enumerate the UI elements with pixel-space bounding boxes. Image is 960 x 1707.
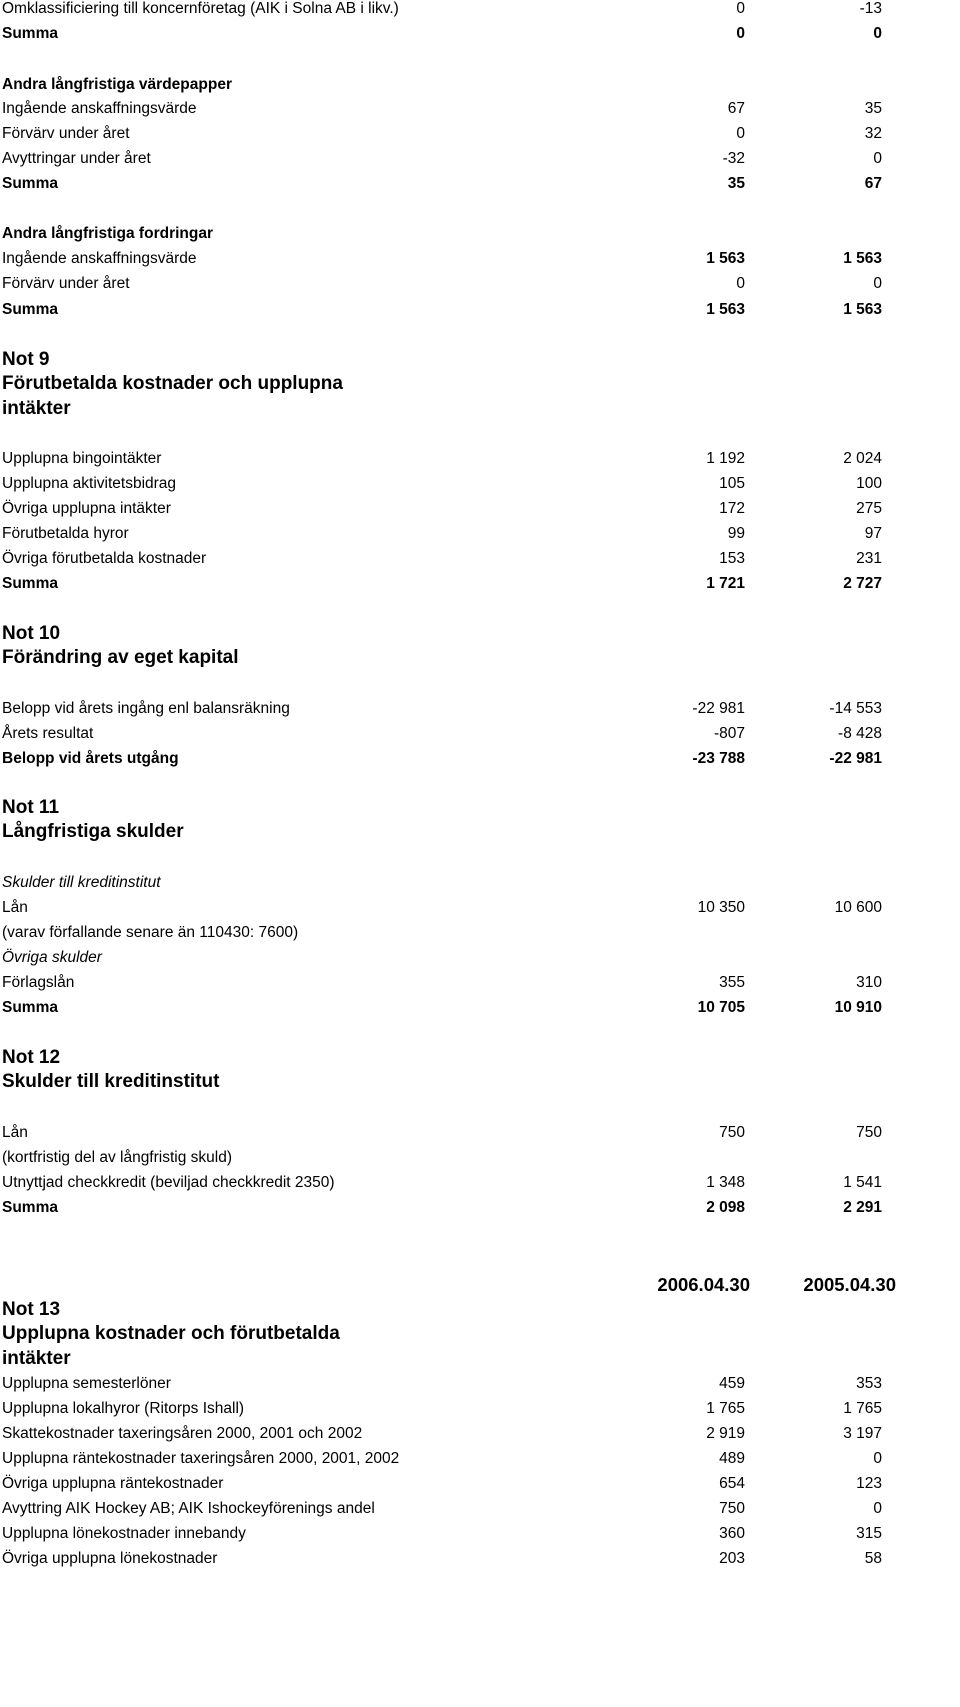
row-value-previous: -14 553 [829, 700, 882, 717]
row-value-previous: 3 197 [843, 1425, 882, 1442]
summary-row [2, 1196, 952, 1220]
row-label: Förlagslån [2, 974, 75, 991]
row-value-current: 2 919 [706, 1425, 745, 1442]
row-value-current: -22 981 [692, 700, 745, 717]
subheading-row [2, 871, 952, 895]
row-label: Lån [2, 1124, 28, 1141]
report-row [2, 697, 952, 721]
report-row [2, 1472, 952, 1496]
note-title-continued: intäkter [2, 1348, 71, 1369]
row-label: Övriga upplupna lönekostnader [2, 1550, 218, 1567]
row-label: Upplupna semesterlöner [2, 1375, 171, 1392]
row-value-previous: 275 [856, 500, 882, 517]
report-row [2, 247, 952, 271]
row-value-current: 654 [719, 1475, 745, 1492]
summary-row [2, 298, 952, 322]
row-value-current: 10 705 [697, 999, 745, 1016]
report-row [2, 1547, 952, 1571]
row-label: Summa [2, 25, 58, 42]
row-value-current: 2 098 [706, 1199, 745, 1216]
row-label: Summa [2, 301, 58, 318]
row-value-current: 35 [727, 175, 745, 192]
row-value-current: 750 [719, 1500, 745, 1517]
row-label: Avyttring AIK Hockey AB; AIK Ishockeyförenings andel [2, 1500, 375, 1517]
row-value-previous: -8 428 [838, 725, 882, 742]
row-label: Upplupna aktivitetsbidrag [2, 475, 177, 492]
row-value-previous: 10 910 [834, 999, 882, 1016]
report-row [2, 1121, 952, 1145]
row-value-previous: 315 [856, 1525, 882, 1542]
report-row [2, 1372, 952, 1396]
report-row [2, 0, 952, 21]
row-value-current: 67 [727, 100, 745, 117]
row-value-previous: 58 [864, 1550, 882, 1567]
row-value-previous: 123 [856, 1475, 882, 1492]
row-value-previous: 231 [856, 550, 882, 567]
row-value-current: 1 563 [706, 250, 745, 267]
row-label: Skattekostnader taxeringsåren 2000, 2001 och 2002 [2, 1425, 363, 1442]
row-value-current: 1 192 [706, 450, 745, 467]
row-label: Övriga upplupna räntekostnader [2, 1475, 224, 1492]
report-row [2, 1146, 952, 1170]
row-label: Summa [2, 575, 58, 592]
row-label: (kortfristig del av långfristig skuld) [2, 1149, 232, 1166]
report-row [2, 1497, 952, 1521]
row-value-previous: 750 [856, 1124, 882, 1141]
row-label: Belopp vid årets utgång [2, 750, 179, 767]
row-label: Belopp vid årets ingång enl balansräkning [2, 700, 290, 717]
row-value-previous: 2 291 [843, 1199, 882, 1216]
row-value-current: 0 [736, 275, 745, 292]
row-value-previous: 2 024 [843, 450, 882, 467]
note-number: Not 10 [2, 623, 61, 644]
note-number: Not 12 [2, 1047, 61, 1068]
report-row [2, 272, 952, 296]
note-title: Långfristiga skulder [2, 821, 184, 842]
summary-row [2, 996, 952, 1020]
row-value-current: 1 348 [706, 1174, 745, 1191]
row-label: Förvärv under året [2, 125, 130, 142]
row-value-current: 355 [719, 974, 745, 991]
row-value-previous: 32 [864, 125, 882, 142]
row-value-current: -23 788 [692, 750, 745, 767]
row-label: Upplupna lönekostnader innebandy [2, 1525, 246, 1542]
row-value-previous: 1 765 [843, 1400, 882, 1417]
section-title [2, 73, 952, 97]
row-label: Ingående anskaffningsvärde [2, 100, 197, 117]
row-value-current: 105 [719, 475, 745, 492]
row-value-current: 360 [719, 1525, 745, 1542]
row-label: Summa [2, 175, 58, 192]
row-value-current: 459 [719, 1375, 745, 1392]
note-title: Förändring av eget kapital [2, 647, 239, 668]
row-label: Lån [2, 899, 28, 916]
row-label: Omklassificiering till koncernföretag (AIK i Solna AB i likv.) [2, 0, 399, 17]
row-value-previous: 0 [873, 275, 882, 292]
row-value-current: 99 [727, 525, 745, 542]
note-title-continued: intäkter [2, 398, 71, 419]
report-row [2, 1171, 952, 1195]
row-value-current: 1 721 [706, 575, 745, 592]
report-row [2, 1397, 952, 1421]
row-label: Utnyttjad checkkredit (beviljad checkkredit 2350) [2, 1174, 335, 1191]
section-title-text: Andra långfristiga fordringar [2, 225, 213, 242]
row-value-current: 750 [719, 1124, 745, 1141]
row-value-previous: 2 727 [843, 575, 882, 592]
report-row [2, 522, 952, 546]
row-label: Övriga förutbetalda kostnader [2, 550, 207, 567]
note-number: Not 13 [2, 1299, 61, 1320]
report-row [2, 921, 952, 945]
row-value-previous: 10 600 [834, 899, 882, 916]
row-value-current: -807 [713, 725, 745, 742]
row-value-previous: 0 [873, 1450, 882, 1467]
report-row [2, 472, 952, 496]
section-title [2, 222, 952, 246]
report-row [2, 447, 952, 471]
row-value-current: 0 [736, 125, 745, 142]
row-label: Summa [2, 999, 58, 1016]
note-title: Förutbetalda kostnader och upplupna [2, 373, 343, 394]
row-label: Övriga skulder [2, 949, 102, 966]
row-value-previous: -13 [859, 0, 882, 17]
row-value-previous: 0 [873, 25, 882, 42]
row-value-previous: 0 [873, 1500, 882, 1517]
report-row [2, 896, 952, 920]
subheading-row [2, 946, 952, 970]
note-title: Skulder till kreditinstitut [2, 1071, 220, 1092]
report-row [2, 97, 952, 121]
summary-row [2, 22, 952, 46]
row-value-previous: 310 [856, 974, 882, 991]
summary-row [2, 172, 952, 196]
report-row [2, 497, 952, 521]
column-header-previous-year: 2005.04.30 [803, 1274, 896, 1295]
row-value-previous: 67 [864, 175, 882, 192]
row-value-current: 1 765 [706, 1400, 745, 1417]
row-value-current: 172 [719, 500, 745, 517]
report-row [2, 722, 952, 746]
row-label: Upplupna lokalhyror (Ritorps Ishall) [2, 1400, 245, 1417]
report-row [2, 547, 952, 571]
note-title: Upplupna kostnader och förutbetalda [2, 1323, 340, 1344]
row-value-current: 489 [719, 1450, 745, 1467]
report-row [2, 1447, 952, 1471]
report-row [2, 122, 952, 146]
row-label: Ingående anskaffningsvärde [2, 250, 197, 267]
row-value-current: 0 [736, 25, 745, 42]
row-label: Förvärv under året [2, 275, 130, 292]
summary-row [2, 572, 952, 596]
row-label: Årets resultat [2, 725, 94, 742]
row-label: Förutbetalda hyror [2, 525, 129, 542]
row-value-previous: -22 981 [829, 750, 882, 767]
report-row [2, 1422, 952, 1446]
row-value-previous: 100 [856, 475, 882, 492]
row-value-previous: 353 [856, 1375, 882, 1392]
row-value-previous: 97 [864, 525, 882, 542]
section-title-text: Andra långfristiga värdepapper [2, 76, 232, 93]
row-value-previous: 35 [864, 100, 882, 117]
report-row [2, 971, 952, 995]
row-value-previous: 0 [873, 150, 882, 167]
report-row [2, 147, 952, 171]
row-value-previous: 1 563 [843, 301, 882, 318]
row-label: Övriga upplupna intäkter [2, 500, 171, 517]
row-value-current: 1 563 [706, 301, 745, 318]
summary-row [2, 747, 952, 771]
row-value-current: 0 [736, 0, 745, 17]
row-value-current: -32 [722, 150, 745, 167]
row-label: Skulder till kreditinstitut [2, 874, 161, 891]
row-value-current: 203 [719, 1550, 745, 1567]
note-number: Not 11 [2, 797, 60, 818]
row-value-current: 153 [719, 550, 745, 567]
report-row [2, 1522, 952, 1546]
row-label: Upplupna bingointäkter [2, 450, 162, 467]
row-label: Avyttringar under året [2, 150, 151, 167]
row-label: (varav förfallande senare än 110430: 7600) [2, 924, 299, 941]
row-value-previous: 1 563 [843, 250, 882, 267]
row-value-current: 10 350 [697, 899, 745, 916]
column-header-current-year: 2006.04.30 [657, 1274, 750, 1295]
row-label: Summa [2, 1199, 58, 1216]
row-label: Upplupna räntekostnader taxeringsåren 2000, 2001, 2002 [2, 1450, 400, 1467]
row-value-previous: 1 541 [843, 1174, 882, 1191]
note-number: Not 9 [2, 349, 50, 370]
